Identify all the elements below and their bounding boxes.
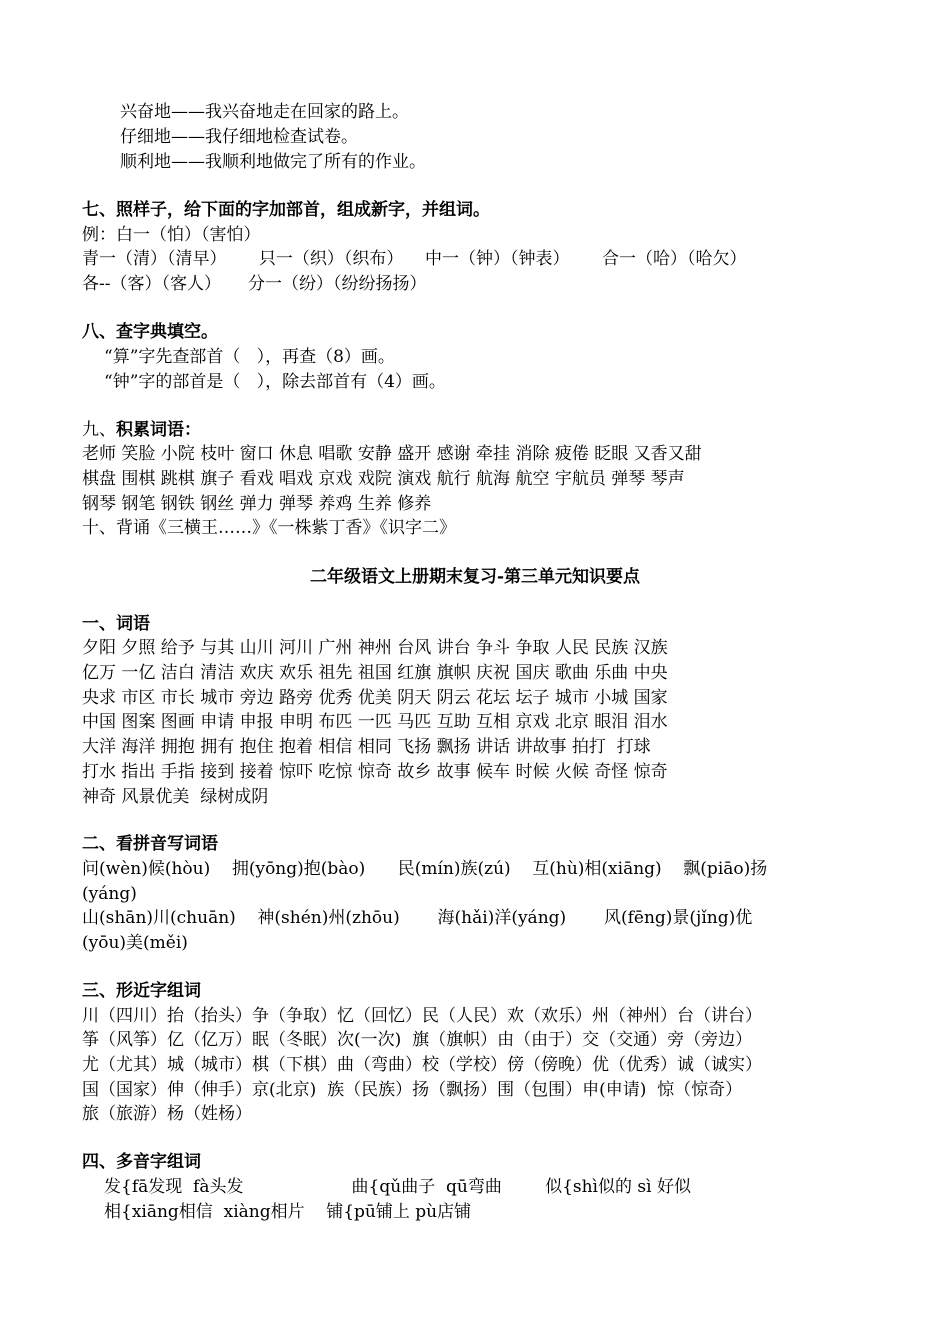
- heading-prefix: 九、: [82, 420, 116, 440]
- section-heading: 一、词语: [82, 614, 150, 634]
- pinyin-row: (yáng): [82, 884, 137, 904]
- word-row: 大洋 海洋 拥抱 拥有 抱住 抱着 相信 相同 飞扬 飘扬 讲话 讲故事 拍打 打球: [82, 737, 651, 757]
- word-row: 亿万 一亿 洁白 清洁 欢庆 欢乐 祖先 祖国 红旗 旗帜 庆祝 国庆 歌曲 乐曲 中央: [82, 663, 668, 683]
- section-heading: 四、多音字组词: [82, 1152, 201, 1172]
- heading-text: 积累词语：: [116, 420, 201, 440]
- word-row: 打水 指出 手指 接到 接着 惊吓 吃惊 惊奇 故乡 故事 候车 时候 火候 奇怪 惊奇: [82, 762, 668, 782]
- word-row: 老师 笑脸 小院 枝叶 窗口 休息 唱歌 安静 盛开 感谢 牵挂 消除 疲倦 眨眼 又香又甜: [82, 444, 702, 464]
- text-line: 青一（清）（清早） 只一（织）（织布） 中一（钟）（钟表） 合一（哈）（哈欠）: [82, 249, 747, 269]
- word-row: 川（四川）抬（抬头）争（争取）忆（回忆）民（人民）欢（欢乐）州（神州）台（讲台）: [82, 1006, 762, 1026]
- example-sentence: 顺利地——我顺利地做完了所有的作业。: [120, 152, 426, 172]
- section-heading: 八、查字典填空。: [82, 322, 218, 342]
- text-line: 十、背诵《三横王……》《一株紫丁香》《识字二》: [82, 518, 456, 538]
- word-row: 神奇 风景优美 绿树成阴: [82, 787, 269, 807]
- word-row: 旅（旅游）杨（姓杨）: [82, 1104, 252, 1124]
- word-row: 筝（风筝）亿（亿万）眠（冬眠）次(一次) 旗（旗帜）由（由于）交（交通）旁（旁边）: [82, 1030, 753, 1050]
- polyphone-row: 相{xiāng相信 xiàng相片 铺{pū铺上 pù店铺: [104, 1202, 472, 1222]
- word-row: 中国 图案 图画 申请 申报 申明 布匹 一匹 马匹 互助 互相 京戏 北京 眼泪 泪水: [82, 712, 668, 732]
- text-line: “钟”字的部首是（ ），除去部首有（4）画。: [104, 372, 446, 392]
- example-sentence: 兴奋地——我兴奋地走在回家的路上。: [120, 102, 409, 122]
- section-heading: 七、照样子，给下面的字加部首，组成新字，并组词。: [82, 200, 490, 220]
- pinyin-row: (yōu)美(měi): [82, 933, 188, 953]
- word-row: 夕阳 夕照 给予 与其 山川 河川 广州 神州 台风 讲台 争斗 争取 人民 民族 汉族: [82, 638, 668, 658]
- word-row: 央求 市区 市长 城市 旁边 路旁 优秀 优美 阴天 阴云 花坛 坛子 城市 小城 国家: [82, 688, 668, 708]
- text-line: “算”字先查部首（ ），再查（8）画。: [104, 347, 395, 367]
- word-row: 国（国家）伸（伸手）京(北京) 族（民族）扬（飘扬）围（包围）申(申请) 惊（惊奇）: [82, 1080, 743, 1100]
- section-heading: 二、看拼音写词语: [82, 834, 218, 854]
- pinyin-row: 山(shān)川(chuān) 神(shén)州(zhōu) 海(hǎi)洋(yáng) 风(fēng)景(jǐng)优: [82, 908, 753, 928]
- pinyin-row: 问(wèn)候(hòu) 拥(yōng)抱(bào) 民(mín)族(zú) 互(hù)相(xiāng) 飘(piāo)扬: [82, 859, 768, 879]
- text-line: 例：白一（怕）（害怕）: [82, 225, 261, 245]
- example-sentence: 仔细地——我仔细地检查试卷。: [120, 127, 358, 147]
- word-row: 尤（尤其）城（城市）棋（下棋）曲（弯曲）校（学校）傍（傍晚）优（优秀）诚（诚实）: [82, 1055, 762, 1075]
- page-title: 二年级语文上册期末复习-第三单元知识要点: [309, 567, 641, 587]
- word-row: 棋盘 围棋 跳棋 旗子 看戏 唱戏 京戏 戏院 演戏 航行 航海 航空 宇航员 弹琴 琴声: [82, 469, 685, 489]
- section-heading: 三、形近字组词: [82, 981, 201, 1001]
- word-row: 钢琴 钢笔 钢铁 钢丝 弹力 弹琴 养鸡 生养 修养: [82, 494, 432, 514]
- text-line: 各--（客）（客人） 分一（纷）（纷纷扬扬）: [82, 274, 427, 294]
- polyphone-row: 发{fā发现 fà头发 曲{qǔ曲子 qū弯曲 似{shì似的 sì 好似: [104, 1177, 691, 1197]
- section-heading: [82, 418, 201, 442]
